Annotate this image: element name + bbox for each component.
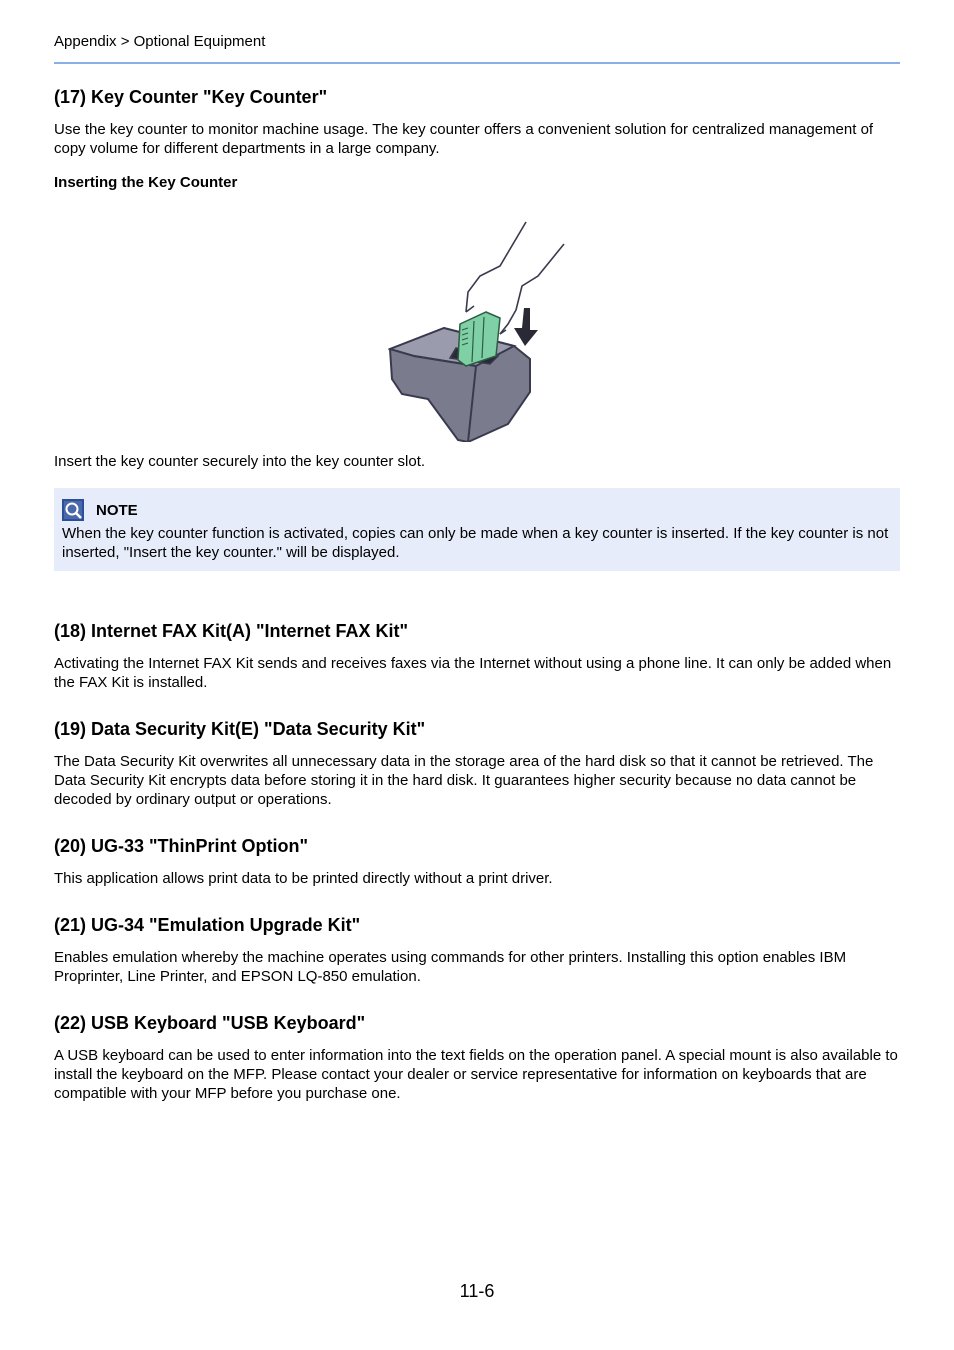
subheading: Inserting the Key Counter bbox=[54, 174, 238, 191]
section-data-security-kit bbox=[54, 718, 900, 809]
section-title: (18) Internet FAX Kit(A) "Internet FAX Kit" bbox=[54, 621, 409, 641]
key-counter-insertion-drawing bbox=[388, 214, 568, 442]
section-title: (19) Data Security Kit(E) "Data Security Kit" bbox=[54, 719, 426, 739]
note-text: When the key counter function is activated, copies can only be made when a key counter is inserted. If the key counter is not inserted, "Insert the key counter." will be displayed. bbox=[62, 525, 889, 561]
section-body: Enables emulation whereby the machine operates using commands for other printers. Installing this option enables IBM Proprinter, Line Printer, and EPSON LQ-850 emulation. bbox=[54, 949, 847, 985]
section-body: Activating the Internet FAX Kit sends and receives faxes via the Internet without using a phone line. It can only be added when the FAX Kit is installed. bbox=[54, 655, 892, 691]
section-usb-keyboard bbox=[54, 1012, 900, 1103]
section-body: The Data Security Kit overwrites all unnecessary data in the storage area of the hard disk so that it cannot be retrieved. The Data Security Kit encrypts data before storing it in the hard disk. It guarantees higher security because no data cannot be decoded by ordinary output or operations. bbox=[54, 753, 874, 808]
breadcrumb: Appendix > Optional Equipment bbox=[54, 33, 266, 50]
section-internet-fax-kit bbox=[54, 620, 900, 692]
page-content bbox=[54, 86, 900, 1103]
section-emulation-upgrade-kit bbox=[54, 914, 900, 986]
insert-arrow-icon bbox=[514, 308, 538, 346]
section-title: (20) UG-33 "ThinPrint Option" bbox=[54, 836, 309, 856]
section-body: This application allows print data to be printed directly without a print driver. bbox=[54, 870, 553, 887]
section-thinprint-option bbox=[54, 835, 900, 888]
page-number: 11-6 bbox=[459, 1281, 495, 1301]
section-title: (21) UG-34 "Emulation Upgrade Kit" bbox=[54, 915, 361, 935]
section-body: Use the key counter to monitor machine usage. The key counter offers a convenient solution for centralized management of copy volume for different departments in a large company. bbox=[54, 121, 874, 157]
key-counter-illustration bbox=[54, 214, 900, 442]
section-title: (17) Key Counter "Key Counter" bbox=[54, 87, 328, 107]
note-box bbox=[54, 488, 900, 571]
note-magnifier-icon bbox=[62, 499, 84, 521]
section-title: (22) USB Keyboard "USB Keyboard" bbox=[54, 1013, 366, 1033]
figure-caption: Insert the key counter securely into the key counter slot. bbox=[54, 453, 426, 470]
header-rule bbox=[54, 62, 900, 64]
note-label: NOTE bbox=[96, 501, 138, 519]
section-body: A USB keyboard can be used to enter information into the text fields on the operation panel. A special mount is also available to install the keyboard on the MFP. Please contact your dealer or service representative for information on keyboards that are compatible with your MFP before you purchase one. bbox=[54, 1047, 898, 1102]
